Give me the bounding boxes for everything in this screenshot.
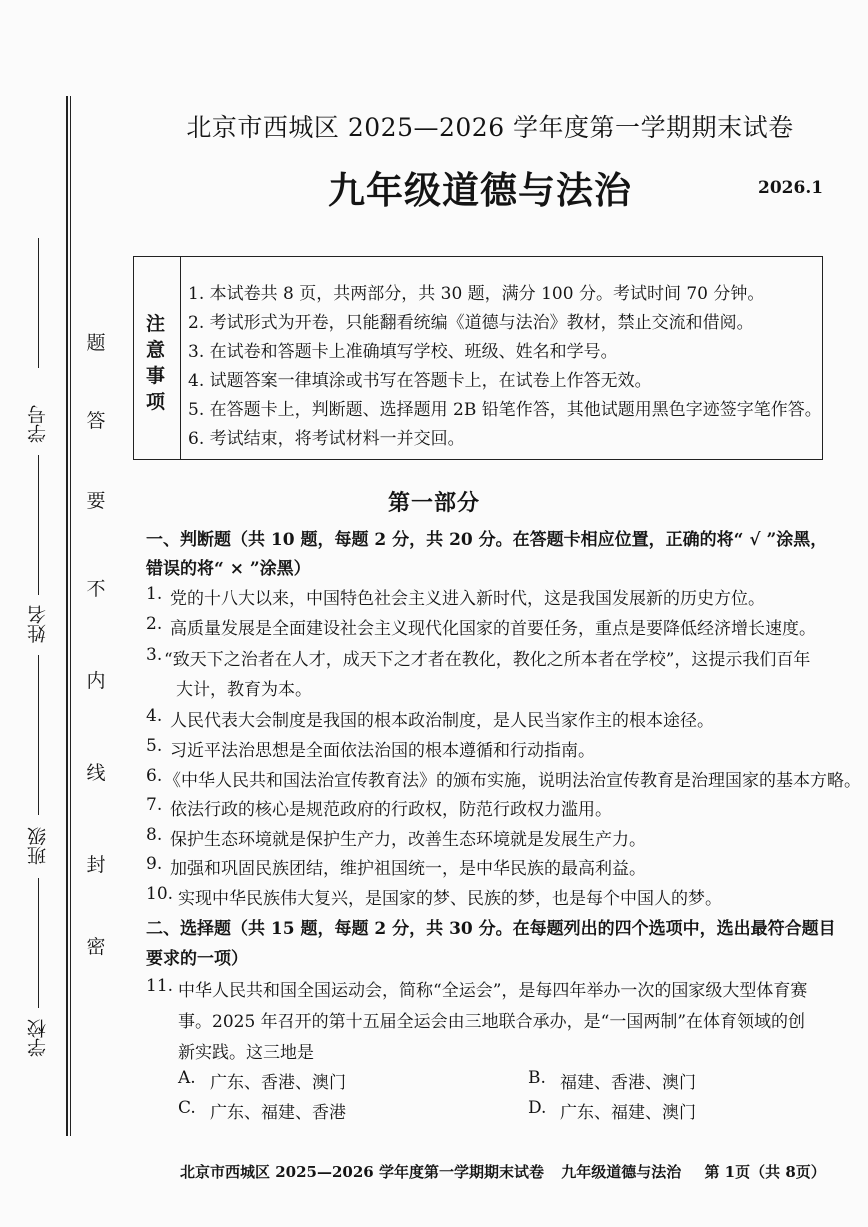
option-text: 广东、香港、澳门 xyxy=(210,1073,346,1093)
notice-item: 4. 试题答案一律填涂或书写在答题卡上，在试卷上作答无效。 xyxy=(188,371,652,391)
notice-item: 2. 考试形式为开卷，只能翻看统编《道德与法治》教材，禁止交流和借阅。 xyxy=(188,313,754,333)
seal-warning-char: 不 xyxy=(86,578,106,600)
footer-subject: 九年级道德与法治 xyxy=(561,1163,682,1181)
question-number: 11. xyxy=(146,976,174,996)
name-blank xyxy=(38,455,39,595)
question-text: 高质量发展是全面建设社会主义现代化国家的首要任务，重点是要降低经济增长速度。 xyxy=(170,619,816,639)
notice-item: 6. 考试结束，将考试材料一并交回。 xyxy=(188,429,465,449)
student-id-blank xyxy=(38,238,39,368)
seal-warning-char: 题 xyxy=(86,332,106,354)
name-label: 姓名 xyxy=(27,605,49,643)
section-heading: 二、选择题（共 15 题，每题 2 分，共 30 分。在每题列出的四个选项中，选出最符合题目 xyxy=(146,919,836,939)
notice-box xyxy=(133,256,823,460)
option-key: D. xyxy=(528,1098,547,1118)
option-text: 福建、香港、澳门 xyxy=(560,1073,696,1093)
notice-heading-char: 意 xyxy=(146,339,166,361)
school-blank xyxy=(38,878,39,1008)
option-key: C. xyxy=(178,1098,196,1118)
question-text: 人民代表大会制度是我国的根本政治制度，是人民当家作主的根本途径。 xyxy=(170,711,714,731)
seal-warning-char: 线 xyxy=(86,762,106,784)
question-text: 实现中华民族伟大复兴，是国家的梦、民族的梦，也是每个中国人的梦。 xyxy=(178,889,722,909)
question-text: “致天下之治者在人才，成天下之才者在教化，教化之所本者在学校”，这提示我们百年 xyxy=(164,650,811,670)
exam-date: 2026.1 xyxy=(758,178,824,198)
option-key: B. xyxy=(528,1068,546,1088)
question-number: 1. xyxy=(146,584,163,604)
page-number: 第 1页（共 8页） xyxy=(704,1163,826,1181)
subject-title: 九年级道德与法治 xyxy=(328,168,632,212)
notice-heading-char: 项 xyxy=(146,391,166,413)
notice-item: 3. 在试卷和答题卡上准确填写学校、班级、姓名和学号。 xyxy=(188,342,618,362)
class-blank xyxy=(38,655,39,815)
question-number: 9. xyxy=(146,854,163,874)
question-text-cont: 事。2025 年召开的第十五届全运会由三地联合承办，是“一国两制”在体育领域的创 xyxy=(178,1012,806,1032)
question-text: 习近平法治思想是全面依法治国的根本遵循和行动指南。 xyxy=(170,741,595,761)
question-number: 10. xyxy=(146,884,174,904)
question-number: 6. xyxy=(146,766,163,786)
binding-line-inner xyxy=(70,96,71,1136)
question-text-cont: 新实践。这三地是 xyxy=(178,1043,314,1063)
question-text: 加强和巩固民族团结，维护祖国统一，是中华民族的最高利益。 xyxy=(170,859,646,879)
seal-warning-char: 答 xyxy=(86,410,106,432)
question-text: 依法行政的核心是规范政府的行政权，防范行政权力滥用。 xyxy=(170,800,612,820)
seal-warning-char: 内 xyxy=(86,670,106,692)
school-label: 学校 xyxy=(27,1019,49,1057)
notice-heading-char: 事 xyxy=(146,365,166,387)
notice-heading-char: 注 xyxy=(146,313,166,335)
seal-warning-char: 密 xyxy=(86,936,106,958)
notice-item: 5. 在答题卡上，判断题、选择题用 2B 铅笔作答，其他试题用黑色字迹签字笔作答。 xyxy=(188,400,822,420)
notice-heading xyxy=(134,257,181,459)
exam-title: 北京市西城区 2025—2026 学年度第一学期期末试卷 xyxy=(186,113,794,142)
notice-item: 1. 本试卷共 8 页，共两部分，共 30 题，满分 100 分。考试时间 70 分钟。 xyxy=(188,284,765,304)
class-label: 班级 xyxy=(27,827,49,865)
section-heading-cont: 要求的一项） xyxy=(146,949,248,969)
option-key: A. xyxy=(178,1068,196,1088)
footer-exam-title: 北京市西城区 2025—2026 学年度第一学期期末试卷 xyxy=(180,1163,544,1181)
question-number: 5. xyxy=(146,736,163,756)
section-heading-cont: 错误的将“ × ”涂黑） xyxy=(146,559,311,579)
page-footer xyxy=(180,1161,826,1182)
part-title: 第一部分 xyxy=(387,490,480,516)
question-text-cont: 大计，教育为本。 xyxy=(176,680,312,700)
option-text: 广东、福建、香港 xyxy=(210,1103,346,1123)
section-heading: 一、判断题（共 10 题，每题 2 分，共 20 分。在答题卡相应位置，正确的将“ √ ”涂黑， xyxy=(146,530,828,550)
seal-warning-char: 封 xyxy=(86,854,106,876)
question-number: 4. xyxy=(146,706,163,726)
student-id-label: 学号 xyxy=(27,405,49,443)
question-text: 《中华人民共和国法治宣传教育法》的颁布实施，说明法治宣传教育是治理国家的基本方略。 xyxy=(164,771,861,791)
seal-warning-char: 要 xyxy=(86,490,106,512)
question-number: 8. xyxy=(146,825,163,845)
binding-line xyxy=(66,96,68,1136)
question-text: 中华人民共和国全国运动会，简称“全运会”，是每四年举办一次的国家级大型体育赛 xyxy=(178,981,808,1001)
question-number: 2. xyxy=(146,614,163,634)
question-text: 保护生态环境就是保护生产力，改善生态环境就是发展生产力。 xyxy=(170,830,646,850)
option-text: 广东、福建、澳门 xyxy=(560,1103,696,1123)
question-number: 7. xyxy=(146,795,163,815)
question-text: 党的十八大以来，中国特色社会主义进入新时代，这是我国发展新的历史方位。 xyxy=(170,589,765,609)
question-number: 3. xyxy=(146,645,163,665)
